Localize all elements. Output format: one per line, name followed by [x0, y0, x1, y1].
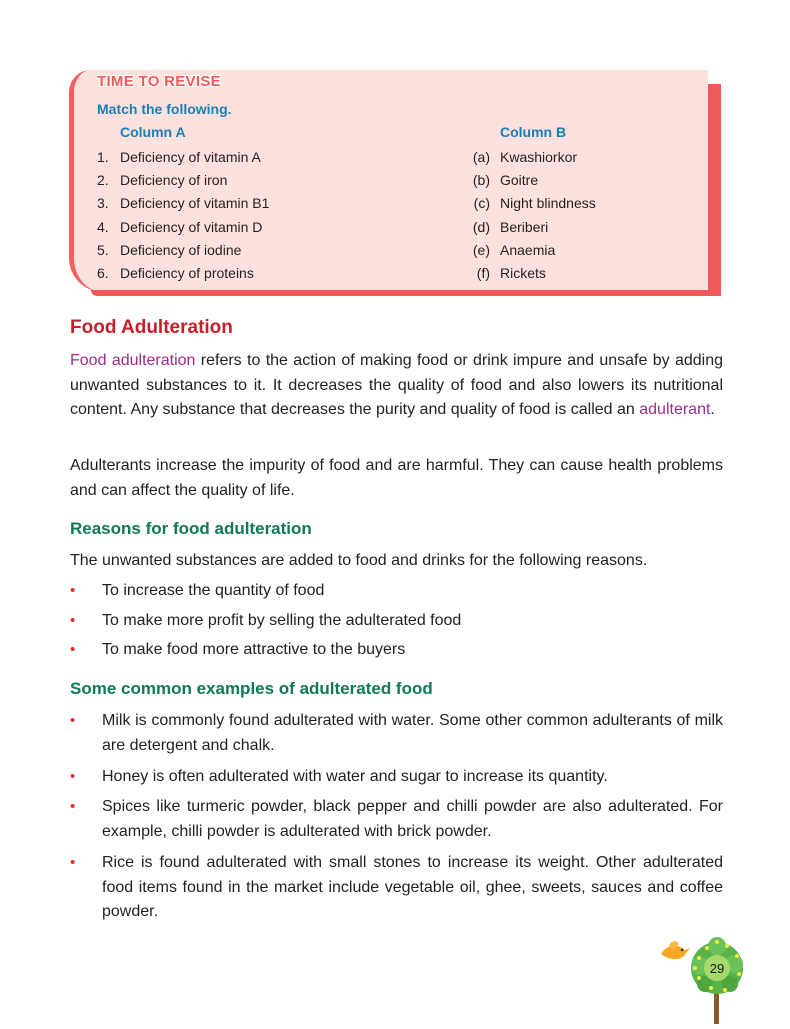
row-number: 1.	[97, 149, 109, 165]
column-b-item: Beriberi	[500, 219, 549, 235]
page-number: 29	[709, 961, 725, 976]
row-number: 3.	[97, 195, 109, 211]
list-item	[70, 579, 723, 604]
list-item-text: To make more profit by selling the adulterated food	[102, 612, 462, 629]
food-adulteration-paragraph-1	[70, 349, 723, 423]
list-item-text: To make food more attractive to the buyers	[102, 641, 406, 658]
column-b-item: Rickets	[500, 265, 546, 281]
section-heading-food-adulteration: Food Adulteration	[70, 317, 233, 338]
bullet-icon: •	[70, 768, 76, 785]
column-b-item: Goitre	[500, 172, 539, 188]
list-item	[70, 709, 723, 758]
list-item-text: Milk is commonly found adulterated with water. Some other common adulterants of milk are detergent and chalk.	[102, 712, 723, 754]
column-a-header: Column A	[120, 124, 186, 140]
row-letter: (d)	[472, 219, 490, 235]
list-item-text: Rice is found adulterated with small stones to increase its weight. Other adulterated food items found in the market include vegetable oil, ghee, sweets, sauces and coffee powder.	[102, 854, 723, 920]
row-letter: (a)	[472, 149, 490, 165]
match-row	[69, 149, 709, 171]
match-row	[69, 242, 709, 264]
food-adulteration-paragraph-2: Adulterants increase the impurity of food and are harmful. They can cause health problems and can affect the quality of life.	[70, 457, 723, 499]
page-number-tree	[655, 930, 755, 1024]
row-letter: (c)	[473, 195, 490, 211]
row-number: 2.	[97, 172, 109, 188]
list-item	[70, 765, 723, 790]
list-item	[70, 795, 723, 844]
column-a-item: Deficiency of iron	[120, 172, 228, 188]
bullet-icon: •	[70, 582, 76, 599]
column-a-item: Deficiency of iodine	[120, 242, 242, 258]
row-number: 5.	[97, 242, 109, 258]
column-b-item: Anaemia	[500, 242, 556, 258]
row-letter: (b)	[472, 172, 490, 188]
match-row	[69, 195, 709, 217]
list-item	[70, 851, 723, 925]
subheading-reasons: Reasons for food adulteration	[70, 519, 312, 538]
row-letter: (f)	[476, 265, 490, 281]
list-item	[70, 609, 723, 634]
column-b-header: Column B	[500, 124, 567, 140]
list-item-text: Honey is often adulterated with water and sugar to increase its quantity.	[102, 768, 608, 785]
row-letter: (e)	[472, 242, 490, 258]
time-to-revise-box	[69, 70, 721, 296]
revise-instruction: Match the following.	[97, 101, 232, 117]
column-a-item: Deficiency of vitamin B1	[120, 195, 270, 211]
column-b-item: Kwashiorkor	[500, 149, 578, 165]
reasons-intro: The unwanted substances are added to food and drinks for the following reasons.	[70, 552, 648, 569]
subheading-examples: Some common examples of adulterated food	[70, 679, 433, 698]
bullet-icon: •	[70, 854, 76, 871]
match-row	[69, 265, 709, 287]
list-item	[70, 638, 723, 663]
row-number: 6.	[97, 265, 109, 281]
revise-title: TIME TO REVISE	[97, 73, 221, 90]
column-a-item: Deficiency of vitamin D	[120, 219, 263, 235]
bird-icon	[657, 938, 691, 964]
bullet-icon: •	[70, 712, 76, 729]
match-row	[69, 219, 709, 241]
bullet-icon: •	[70, 612, 76, 629]
match-row	[69, 172, 709, 194]
bullet-icon: •	[70, 641, 76, 658]
term-food-adulteration: Food adulteration	[70, 352, 196, 369]
paragraph-end: .	[710, 401, 715, 418]
column-a-item: Deficiency of proteins	[120, 265, 254, 281]
term-adulterant: adulterant	[639, 401, 711, 418]
row-number: 4.	[97, 219, 109, 235]
list-item-text: Spices like turmeric powder, black pepper and chilli powder are also adulterated. For example, chilli powder is adulterated with brick powder.	[102, 798, 723, 840]
column-b-item: Night blindness	[500, 195, 596, 211]
revise-box-right-border	[708, 84, 721, 296]
bullet-icon: •	[70, 798, 76, 815]
paragraph-text: refers to the action of making food or drink impure and unsafe by adding unwanted substances to it. It decreases the quality of food and also lowers its nutritional content. Any substance that decreases the purity and quality of food is called an	[70, 352, 724, 418]
revise-box-bottom-border	[91, 290, 721, 296]
column-a-item: Deficiency of vitamin A	[120, 149, 261, 165]
list-item-text: To increase the quantity of food	[102, 582, 325, 599]
